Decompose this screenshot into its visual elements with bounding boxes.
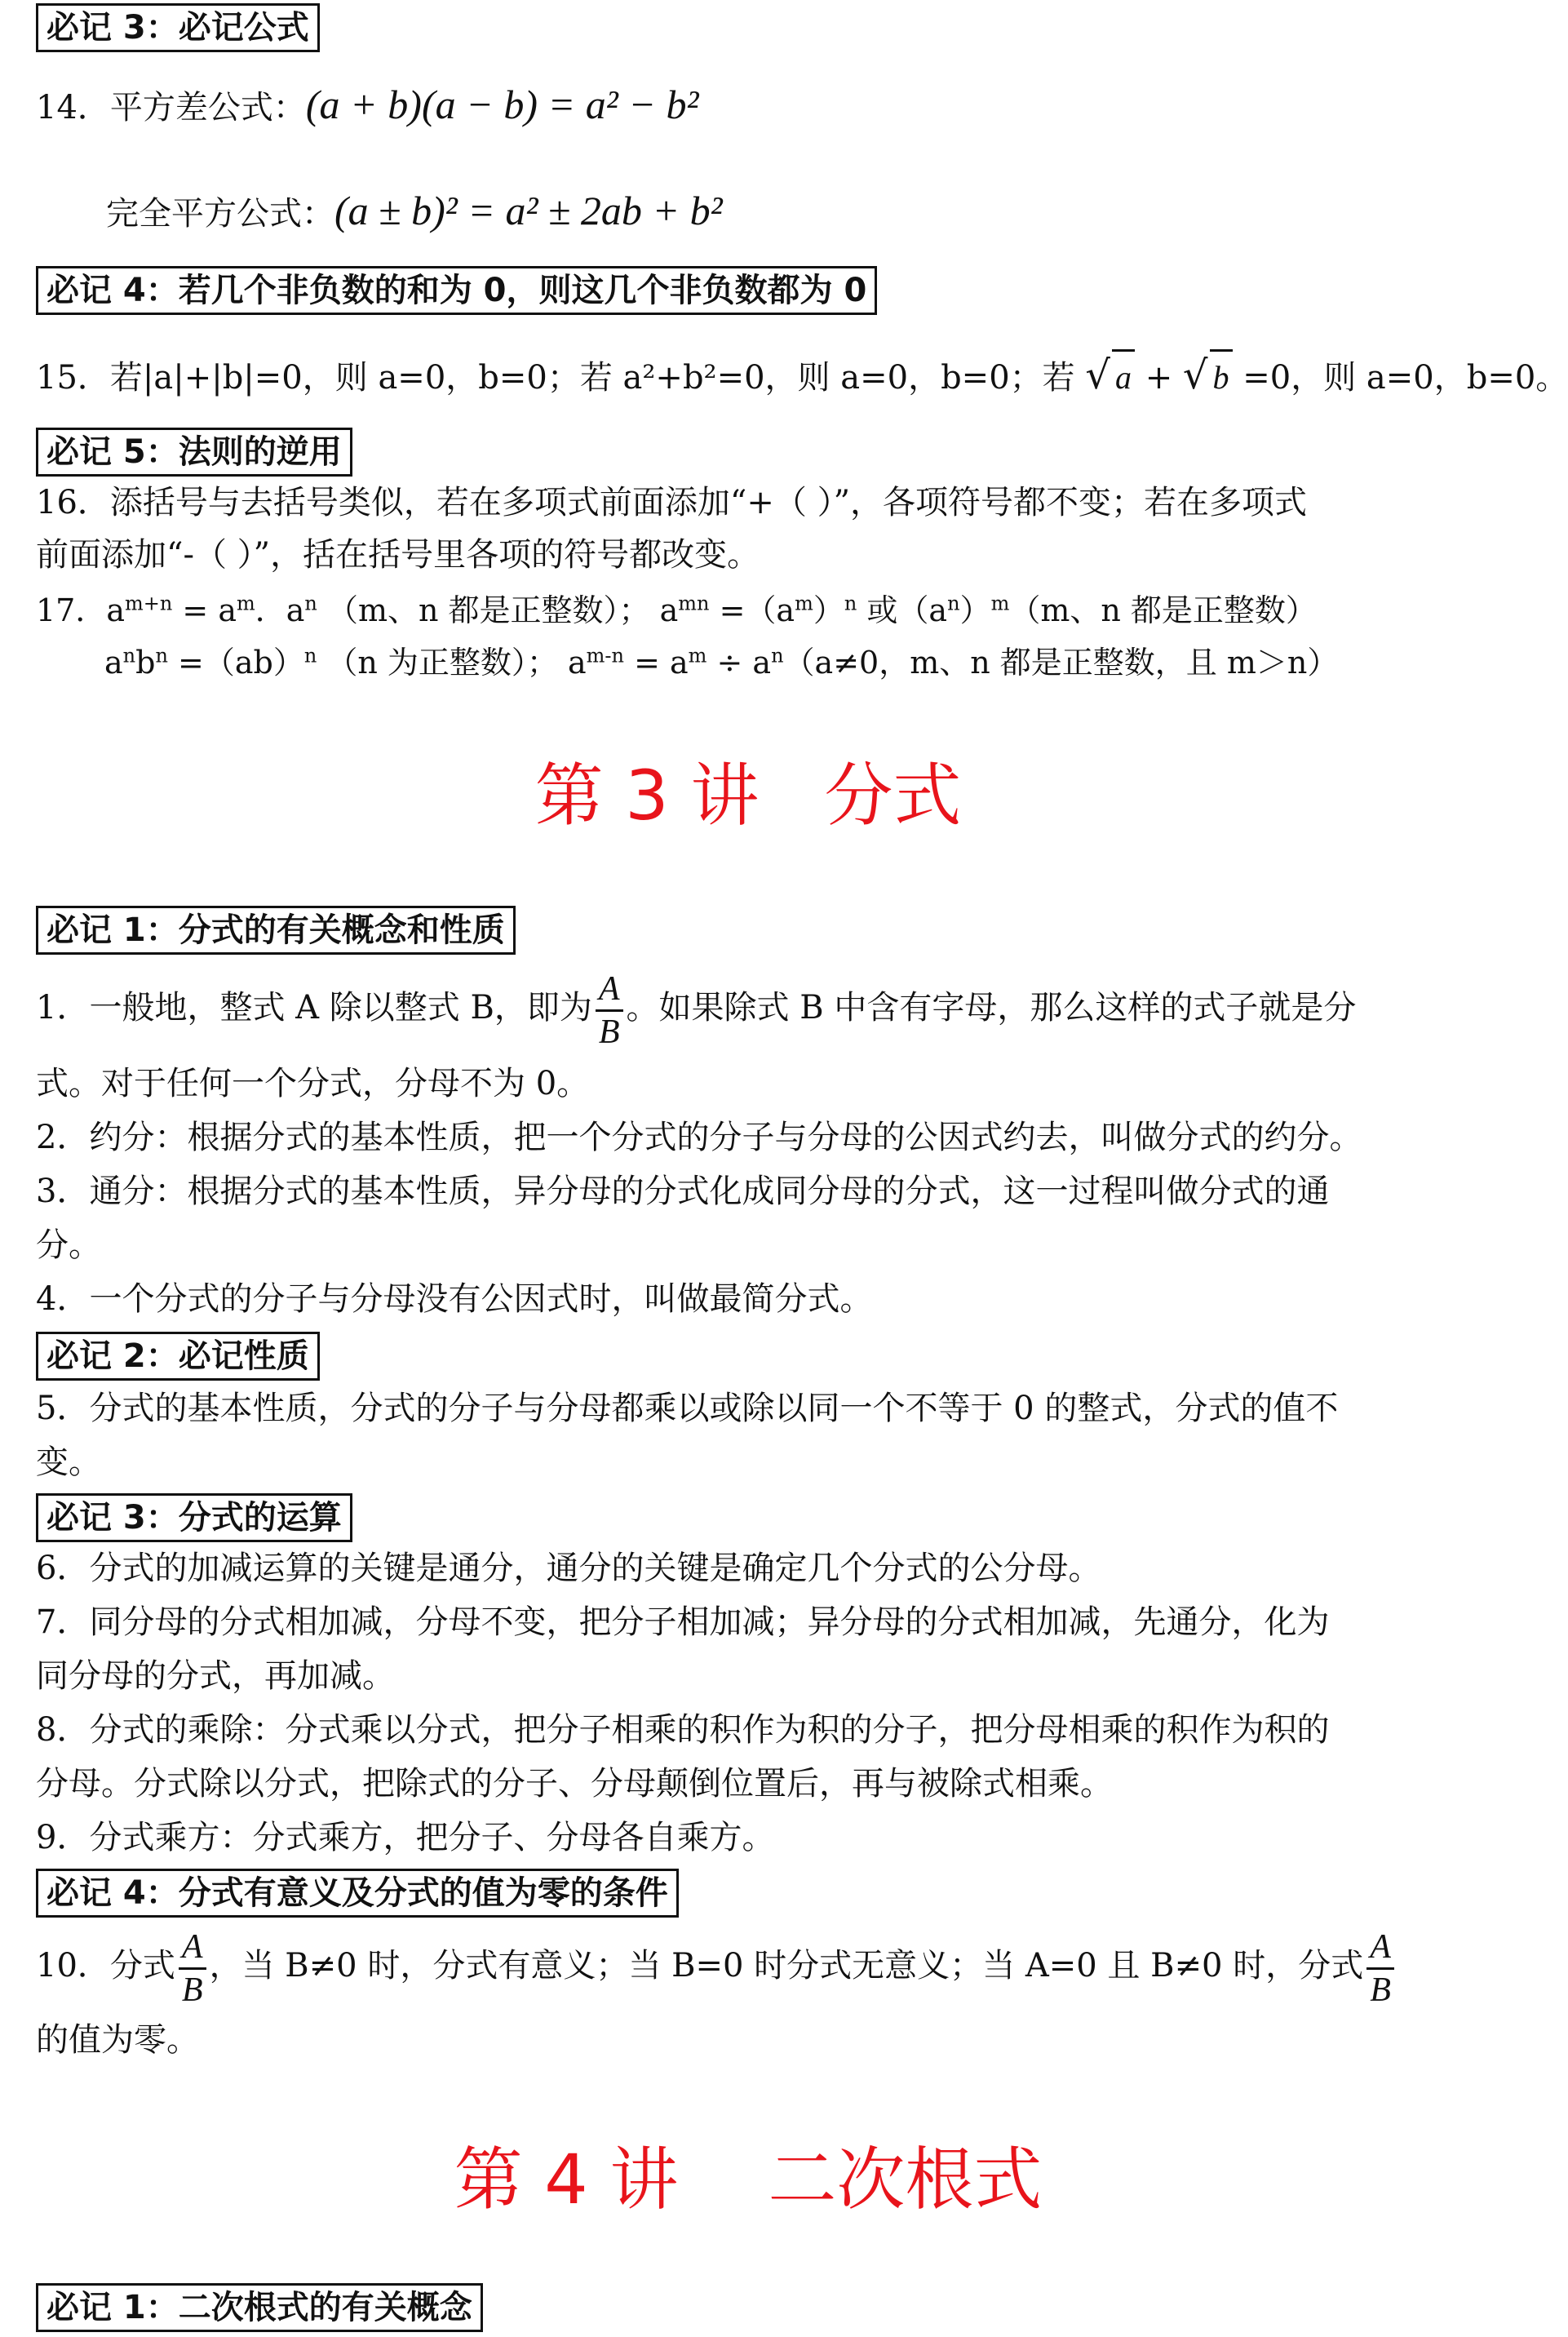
radical-sign-icon: √ bbox=[1182, 353, 1208, 398]
fraction-a-over-b: $\frac{A}{B}$ bbox=[179, 1930, 206, 2007]
line-perfect-square: 完全平方公式：(a ± b)² = a² ± 2ab + b² bbox=[106, 188, 723, 233]
paragraph-1: 1．一般地，整式 A 除以整式 B，即为 $\frac{A}{B}$ 。如果除式 B 中含有字母，那么这样的式子就是分 bbox=[36, 969, 1357, 1051]
section-heading-radical-concepts: 必记 1：二次根式的有关概念 bbox=[36, 2283, 483, 2332]
paragraph-9: 9．分式乘方：分式乘方，把分子、分母各自乘方。 bbox=[36, 1819, 775, 1856]
fraction-a-over-b: $\frac{A}{B}$ bbox=[1366, 1930, 1394, 2007]
line-16a: 16．添括号与去括号类似，若在多项式前面添加“+（ ）”，各项符号都不变；若在多项式 bbox=[36, 484, 1308, 521]
paragraph-8: 8．分式的乘除：分式乘以分式，把分子相乘的积作为积的分子，把分母相乘的积作为积的 bbox=[36, 1711, 1330, 1749]
perfect-square-formula: (a ± b)² = a² ± 2ab + b² bbox=[334, 188, 723, 233]
paragraph-4: 4．一个分式的分子与分母没有公因式时，叫做最简分式。 bbox=[36, 1280, 873, 1318]
section-heading-conditions: 必记 4：分式有意义及分式的值为零的条件 bbox=[36, 1869, 679, 1918]
paragraph-10-cont: 的值为零。 bbox=[36, 2021, 199, 2059]
paragraph-3: 3．通分：根据分式的基本性质，异分母的分式化成同分母的分式，这一过程叫做分式的通 bbox=[36, 1173, 1330, 1210]
section-heading-nonnegative: 必记 4：若几个非负数的和为 0，则这几个非负数都为 0 bbox=[36, 266, 877, 315]
paragraph-10: 10．分式 $\frac{A}{B}$ ，当 B≠0 时，分式有意义；当 B=0 时分式无意义；当 A=0 且 B≠0 时，分式 $\frac{A}{B}$ bbox=[36, 1921, 1397, 2011]
section-heading-properties: 必记 2：必记性质 bbox=[36, 1332, 320, 1381]
paragraph-3-cont: 分。 bbox=[36, 1226, 101, 1264]
section-heading-fraction-concepts: 必记 1：分式的有关概念和性质 bbox=[36, 906, 516, 955]
line-17a: 17．$a^{m+n} = a^m$．$a^n$ （m、n 都是正整数）； $a^{mn} =(a^m)^n$ 或$(a^n)^m(m$、n 都是正整数） bbox=[36, 592, 1317, 628]
difference-of-squares-formula: (a + b)(a − b) = a² − b² bbox=[305, 82, 699, 127]
paragraph-5: 5．分式的基本性质，分式的分子与分母都乘以或除以同一个不等于 0 的整式，分式的值不 bbox=[36, 1390, 1339, 1427]
section-heading-formulas: 必记 3：必记公式 bbox=[36, 3, 320, 52]
line-16b: 前面添加“-（ ）”，括在括号里各项的符号都改变。 bbox=[36, 536, 760, 574]
lecture-4-title: 第 4 讲 二次根式 bbox=[454, 2140, 1043, 2219]
line-14: 14．平方差公式：(a + b)(a − b) = a² − b² bbox=[36, 82, 699, 127]
section-heading-inverse-rules: 必记 5：法则的逆用 bbox=[36, 428, 352, 477]
line-15: 15．若|a|+|b|=0，则 a=0，b=0；若 a²+b²=0，则 a=0，b=0；若 √ a + √ b =0，则 a=0，b=0。 bbox=[36, 349, 1568, 404]
section-heading-operations: 必记 3：分式的运算 bbox=[36, 1493, 352, 1542]
paragraph-7: 7．同分母的分式相加减，分母不变，把分子相加减；异分母的分式相加减，先通分，化为 bbox=[36, 1603, 1330, 1641]
paragraph-5-cont: 变。 bbox=[36, 1443, 101, 1481]
paragraph-7-cont: 同分母的分式，再加减。 bbox=[36, 1657, 395, 1695]
fraction-a-over-b: $\frac{A}{B}$ bbox=[596, 972, 623, 1049]
paragraph-2: 2．约分：根据分式的基本性质，把一个分式的分子与分母的公因式约去，叫做分式的约分。 bbox=[36, 1119, 1362, 1156]
lecture-3-title: 第 3 讲 分式 bbox=[534, 756, 962, 836]
line-17b: $a^nb^n =(ab)^n$ （n 为正整数）； $a^{m-n} = a^m \div a^n(a\ne 0$，m、n 都是正整数，且 m＞n） bbox=[104, 644, 1339, 681]
paragraph-8-cont: 分母。分式除以分式，把除式的分子、分母颠倒位置后，再与被除式相乘。 bbox=[36, 1765, 1113, 1803]
paragraph-6: 6．分式的加减运算的关键是通分，通分的关键是确定几个分式的公分母。 bbox=[36, 1550, 1101, 1587]
paragraph-1-cont: 式。对于任何一个分式，分母不为 0。 bbox=[36, 1065, 590, 1102]
radical-sign-icon: √ bbox=[1085, 353, 1110, 398]
